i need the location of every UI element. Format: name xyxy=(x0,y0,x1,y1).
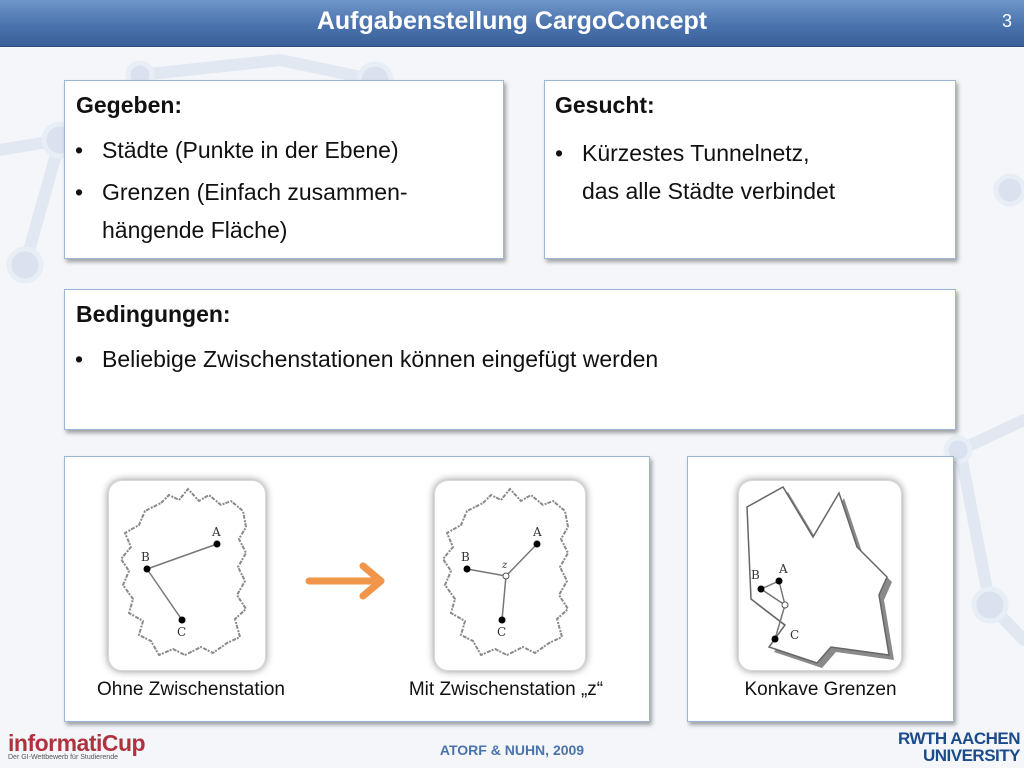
slide-number: 3 xyxy=(1001,11,1012,31)
map-with-station xyxy=(434,480,586,671)
given-item-borders: • Grenzen (Einfach zusammen- hängende Fläche) xyxy=(65,173,503,249)
footer-authors: ATORF & NUHN, 2009 xyxy=(439,742,585,758)
caption-without-station: Ohne Zwischenstation xyxy=(97,679,285,700)
conditions-box xyxy=(64,289,956,430)
wanted-heading: Gesucht: xyxy=(555,92,655,118)
logo-left-tagline: Der GI-Wettbewerb für Studierende xyxy=(8,754,118,761)
conditions-item-stations: • Beliebige Zwischenstationen können eingefügt werden xyxy=(65,343,955,375)
slide-title: Aufgabenstellung CargoConcept xyxy=(316,7,708,35)
label-a: A xyxy=(779,562,788,576)
label-b: B xyxy=(461,550,470,564)
rwth-logo xyxy=(898,730,1020,766)
caption-with-station: Mit Zwischenstation „z“ xyxy=(408,679,604,700)
title-bar xyxy=(0,0,1024,47)
logo-right-text: RWTH AACHEN UNIVERSITY xyxy=(898,729,1020,765)
caption-concave: Konkave Grenzen xyxy=(744,679,897,700)
given-box xyxy=(64,80,504,259)
label-z: z xyxy=(502,560,508,571)
arrow-right-icon xyxy=(305,561,391,601)
conditions-heading: Bedingungen: xyxy=(76,301,231,327)
given-heading: Gegeben: xyxy=(76,92,183,118)
wanted-list xyxy=(545,134,955,217)
concave-box xyxy=(687,456,954,722)
examples-box xyxy=(64,456,650,722)
given-list xyxy=(65,134,503,256)
label-b: B xyxy=(141,550,150,564)
wanted-item-network: • Kürzestes Tunnelnetz, das alle Städte verbindet xyxy=(545,134,955,210)
label-c: C xyxy=(790,628,800,642)
label-a: A xyxy=(212,525,221,539)
given-item-cities: • Städte (Punkte in der Ebene) xyxy=(65,134,503,166)
wanted-box xyxy=(544,80,956,259)
label-b: B xyxy=(751,568,760,582)
label-a: A xyxy=(533,525,542,539)
label-c: C xyxy=(177,625,187,639)
map-without-station xyxy=(108,480,266,671)
map-concave xyxy=(738,480,902,671)
logo-left-text: informatiCup xyxy=(8,730,146,756)
label-c: C xyxy=(497,625,507,639)
conditions-list xyxy=(65,343,955,382)
